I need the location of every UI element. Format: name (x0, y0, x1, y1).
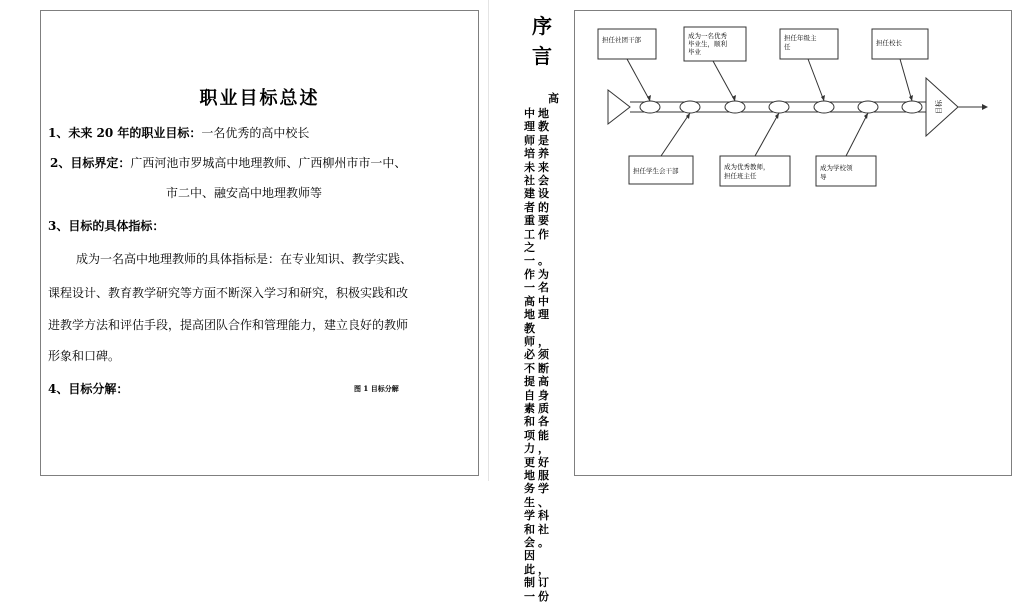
head-label: 目标 (935, 100, 943, 114)
indicators-heading: 3、目标的具体指标： (48, 219, 165, 233)
spine-node (640, 101, 660, 113)
bottom-connector (755, 113, 779, 156)
paragraph-line: 课程设计、教育教学研究等方面不断深入学习和研究，积极实践和改 (48, 286, 409, 300)
goal-value: 一名优秀的高中校长 (201, 126, 310, 140)
page-title: 职业目标总述 (199, 88, 320, 109)
spine-node (680, 101, 700, 113)
top-connector (808, 59, 824, 101)
top-box (598, 29, 656, 59)
preface-title-char: 序 (532, 14, 552, 38)
connector-arrowhead (864, 113, 868, 119)
bottom-connector (661, 113, 690, 156)
definition-text-2: 市二中、融安高中地理教师等 (166, 186, 323, 200)
spine-node (814, 101, 834, 113)
top-box-label: 担任年级主 任 (784, 34, 817, 51)
bottom-box-label: 成为优秀教师， 担任班主任 (724, 163, 770, 180)
bottom-connector (846, 113, 868, 156)
paragraph-line: 成为一名高中地理教师的具体指标是：在专业知识、教学实践、 (76, 252, 413, 266)
bottom-box-label: 成为学校领 导 (820, 164, 853, 181)
spine-node (769, 101, 789, 113)
top-connector (900, 59, 912, 101)
head-arrowhead (982, 104, 988, 110)
top-box-label: 成为一名优秀 毕业生，顺利 毕业 (688, 32, 727, 56)
top-box-label: 担任校长 (876, 39, 902, 47)
preface-text: 中地理教师是培养未来社会建设者的重要工作之一。作为一名高中地理教师，必须不断提高自身素质和各项能力，更好地服务学生、学科和社会。因此，制订一份 (524, 107, 552, 603)
spine-node (725, 101, 745, 113)
top-box-label: 担任社团干部 (602, 36, 641, 44)
breakdown-heading: 4、目标分解： (48, 382, 129, 396)
preface-first-char: 高 (548, 92, 562, 105)
spine-node (858, 101, 878, 113)
figure-caption: 图 1 目标分解 (354, 384, 399, 393)
top-connector (627, 59, 650, 101)
paragraph-line: 形象和口碑。 (48, 349, 121, 363)
definition-text-1: 广西河池市罗城高中地理教师、广西柳州市市一中、 (130, 156, 407, 170)
paragraph-line: 进教学方法和评估手段，提高团队合作和管理能力，建立良好的教师 (48, 318, 409, 332)
bottom-box (720, 156, 790, 186)
definition-label: 2、目标界定： (50, 156, 131, 170)
bottom-box-label: 担任学生会干部 (633, 167, 679, 175)
preface-title-char: 言 (532, 44, 552, 68)
fishbone-tail (608, 90, 630, 124)
top-connector (713, 61, 735, 101)
spine-node (902, 101, 922, 113)
goal-label: 1、未来 20 年的职业目标： (48, 126, 202, 140)
